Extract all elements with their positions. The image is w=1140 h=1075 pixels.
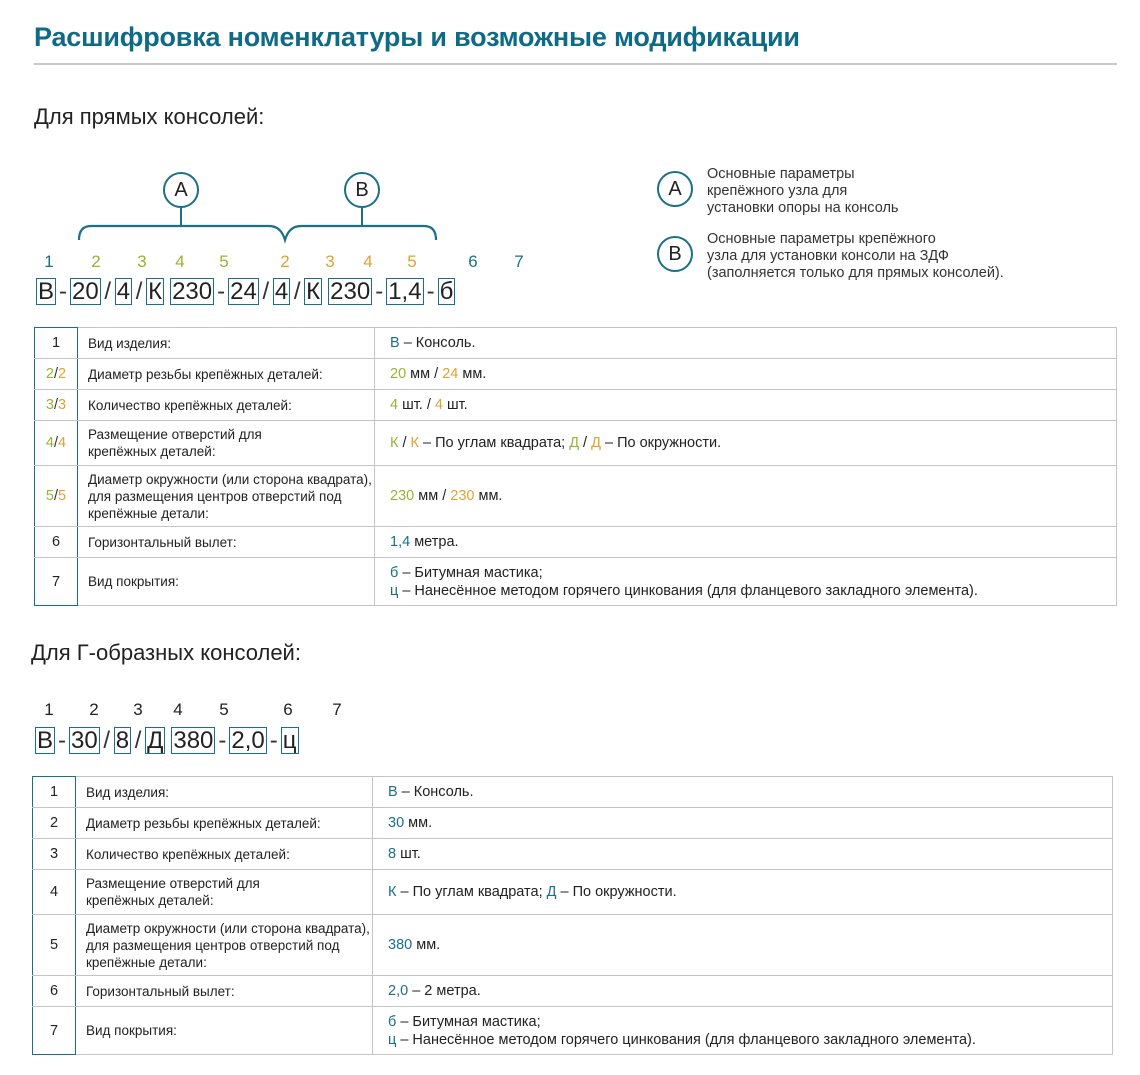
row-value: 30 мм. xyxy=(373,808,1113,839)
row-number: 2/2 xyxy=(35,359,78,390)
code-separator: / xyxy=(262,277,270,305)
code-separator: - xyxy=(217,277,226,305)
code-number: 2 xyxy=(280,252,290,271)
row-number: 7 xyxy=(33,1007,76,1055)
code-segment: 20 xyxy=(72,277,99,305)
table-row xyxy=(33,777,1113,808)
row-value: 230 мм / 230 мм. xyxy=(375,466,1117,527)
code-separator: - xyxy=(218,726,227,754)
table-row xyxy=(33,915,1113,976)
table-row xyxy=(33,839,1113,870)
code-separator: / xyxy=(103,726,111,754)
row-label: Диаметр окружности (или сторона квадрата), для размещения центров отверстий под крепёжные детали: xyxy=(78,466,375,527)
code-separator: - xyxy=(59,277,68,305)
row-label: Количество крепёжных деталей: xyxy=(76,839,373,870)
row-label: Диаметр окружности (или сторона квадрата), для размещения центров отверстий под крепёжные детали: xyxy=(76,915,373,976)
code-segment: К xyxy=(148,277,163,305)
table-row xyxy=(33,870,1113,915)
code-number: 7 xyxy=(514,252,524,271)
table-row xyxy=(35,466,1117,527)
legend-a-text: Основные параметры крепёжного узла для установки опоры на консоль xyxy=(707,166,899,216)
code-number: 2 xyxy=(89,700,99,719)
table-row xyxy=(33,976,1113,1007)
page-title: Расшифровка номенклатуры и возможные модификации xyxy=(34,22,800,52)
group-braces xyxy=(76,206,442,244)
code-separator: - xyxy=(375,277,384,305)
code-segment: В xyxy=(37,726,54,754)
code-segment: 30 xyxy=(71,726,98,754)
code-number: 7 xyxy=(332,700,342,719)
row-number: 7 xyxy=(35,558,78,606)
row-number: 1 xyxy=(33,777,76,808)
code-segment: 4 xyxy=(274,277,289,305)
table-row xyxy=(35,328,1117,359)
code-number: 6 xyxy=(468,252,478,271)
code-segment: К xyxy=(306,277,321,305)
row-label: Диаметр резьбы крепёжных деталей: xyxy=(78,359,375,390)
table-row xyxy=(35,359,1117,390)
row-label: Количество крепёжных деталей: xyxy=(78,390,375,421)
row-number: 6 xyxy=(33,976,76,1007)
title-divider xyxy=(34,63,1117,65)
row-number: 5 xyxy=(33,915,76,976)
code-separator: - xyxy=(58,726,67,754)
table-row xyxy=(33,808,1113,839)
legend-b-text: Основные параметры крепёжного узла для установки консоли на ЗДФ (заполняется только для прямых консолей). xyxy=(707,231,1004,281)
code-number: 4 xyxy=(175,252,185,271)
code-number: 3 xyxy=(133,700,143,719)
code-segment: 4 xyxy=(116,277,131,305)
table-row xyxy=(33,1007,1113,1055)
code-number: 2 xyxy=(91,252,101,271)
group-b-badge: B xyxy=(344,172,380,208)
code-segment: 380 xyxy=(173,726,214,754)
row-value: В – Консоль. xyxy=(373,777,1113,808)
code-number: 5 xyxy=(219,252,229,271)
straight-spec-table xyxy=(34,327,1117,606)
row-label: Горизонтальный вылет: xyxy=(78,527,375,558)
row-label: Вид покрытия: xyxy=(78,558,375,606)
code-separator: / xyxy=(104,277,112,305)
row-number: 6 xyxy=(35,527,78,558)
code-number: 4 xyxy=(173,700,183,719)
row-value: 20 мм / 24 мм. xyxy=(375,359,1117,390)
code-segment: 230 xyxy=(330,277,371,305)
code-number: 5 xyxy=(219,700,229,719)
row-number: 4/4 xyxy=(35,421,78,466)
row-value: 2,0 – 2 метра. xyxy=(373,976,1113,1007)
code-segment: Д xyxy=(147,726,164,754)
code-number: 4 xyxy=(363,252,373,271)
code-separator: / xyxy=(135,277,143,305)
table-row xyxy=(35,390,1117,421)
row-number: 3 xyxy=(33,839,76,870)
row-value: К / К – По углам квадрата; Д / Д – По окружности. xyxy=(375,421,1117,466)
row-value: 8 шт. xyxy=(373,839,1113,870)
row-value: 4 шт. / 4 шт. xyxy=(375,390,1117,421)
g-shaped-spec-table xyxy=(32,776,1113,1055)
code-separator: - xyxy=(269,726,278,754)
g-code xyxy=(35,726,299,754)
straight-code xyxy=(36,277,455,305)
row-value: 380 мм. xyxy=(373,915,1113,976)
code-segment: В xyxy=(38,277,55,305)
row-number: 5/5 xyxy=(35,466,78,527)
code-segment: 1,4 xyxy=(388,277,422,305)
row-value: б – Битумная мастика; ц – Нанесённое методом горячего цинкования (для фланцевого закладного элемента). xyxy=(373,1007,1113,1055)
legend-b-badge: B xyxy=(657,236,693,272)
table-row xyxy=(35,527,1117,558)
row-number: 2 xyxy=(33,808,76,839)
code-separator: / xyxy=(134,726,142,754)
code-segment: 2,0 xyxy=(231,726,265,754)
row-number: 1 xyxy=(35,328,78,359)
code-number: 6 xyxy=(283,700,293,719)
straight-heading: Для прямых консолей: xyxy=(34,104,265,129)
row-value: В – Консоль. xyxy=(375,328,1117,359)
straight-code-numbers xyxy=(0,252,560,272)
row-label: Размещение отверстий для крепёжных деталей: xyxy=(76,870,373,915)
row-label: Вид изделия: xyxy=(78,328,375,359)
code-segment: 24 xyxy=(230,277,257,305)
code-number: 1 xyxy=(44,252,54,271)
row-number: 3/3 xyxy=(35,390,78,421)
code-segment: 230 xyxy=(172,277,213,305)
code-separator: - xyxy=(426,277,435,305)
row-label: Размещение отверстий для крепёжных деталей: xyxy=(78,421,375,466)
row-value: 1,4 метра. xyxy=(375,527,1117,558)
row-value: б – Битумная мастика; ц – Нанесённое методом горячего цинкования (для фланцевого закладного элемента). xyxy=(375,558,1117,606)
code-segment: 8 xyxy=(115,726,130,754)
group-a-badge: A xyxy=(163,172,199,208)
row-label: Вид изделия: xyxy=(76,777,373,808)
row-label: Вид покрытия: xyxy=(76,1007,373,1055)
g-shaped-heading: Для Г-образных консолей: xyxy=(31,640,301,665)
row-label: Диаметр резьбы крепёжных деталей: xyxy=(76,808,373,839)
legend-a-badge: A xyxy=(657,171,693,207)
table-row xyxy=(35,421,1117,466)
row-value: К – По углам квадрата; Д – По окружности. xyxy=(373,870,1113,915)
table-row xyxy=(35,558,1117,606)
code-number: 3 xyxy=(325,252,335,271)
code-number: 5 xyxy=(407,252,417,271)
g-code-numbers xyxy=(0,700,380,720)
code-separator: / xyxy=(293,277,301,305)
code-segment: ц xyxy=(282,726,297,754)
code-number: 3 xyxy=(137,252,147,271)
code-number: 1 xyxy=(44,700,54,719)
row-label: Горизонтальный вылет: xyxy=(76,976,373,1007)
code-segment: б xyxy=(439,277,454,305)
row-number: 4 xyxy=(33,870,76,915)
